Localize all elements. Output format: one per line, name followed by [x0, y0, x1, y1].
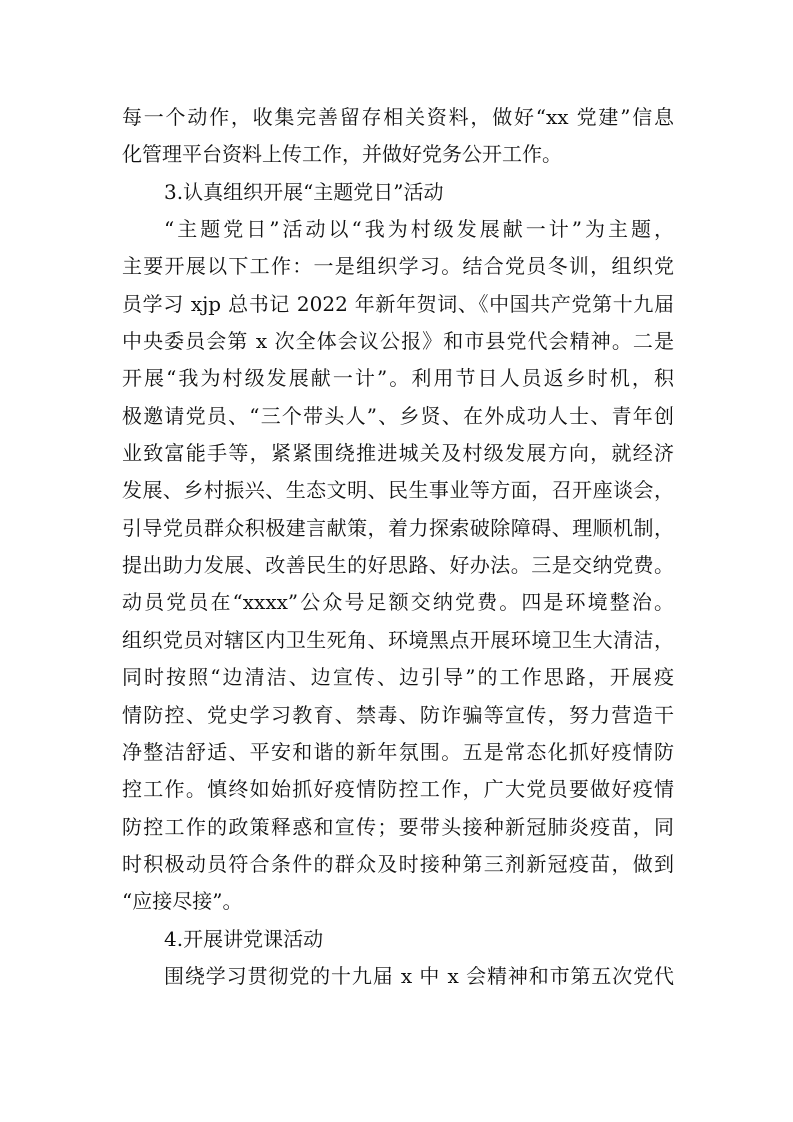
- paragraph-line: 化管理平台资料上传工作，并做好党务公开工作。: [122, 142, 562, 167]
- paragraph-line: 防控工作的政策释惑和宣传；要带头接种新冠肺炎疫苗，同: [122, 814, 674, 839]
- paragraph-line: 员学习 xjp 总书记 2022 年新年贺词、《中国共产党第十九届: [122, 291, 674, 316]
- section-heading: 3.认真组织开展“主题党日”活动: [164, 179, 444, 204]
- paragraph-line: 中央委员会第 x 次全体会议公报》和市县党代会精神。二是: [122, 329, 674, 354]
- paragraph-line: 时积极动员符合条件的群众及时接种第三剂新冠疫苗，做到: [122, 851, 674, 876]
- paragraph-line: 同时按照“边清洁、边宣传、边引导”的工作思路，开展疫: [122, 665, 674, 690]
- paragraph-line: 每一个动作，收集完善留存相关资料，做好“xx 党建”信息: [122, 105, 674, 129]
- paragraph-line: 控工作。慎终如始抓好疫情防控工作，广大党员要做好疫情: [122, 777, 674, 802]
- paragraph-line: “主题党日”活动以“我为村级发展献一计”为主题，: [164, 217, 674, 242]
- paragraph-line: 极邀请党员、“三个带头人”、乡贤、在外成功人士、青年创: [122, 403, 674, 428]
- paragraph-line: 情防控、党史学习教育、禁毒、防诈骗等宣传，努力营造干: [122, 702, 674, 727]
- paragraph-line: 组织党员对辖区内卫生死角、环境黑点开展环境卫生大清洁，: [122, 627, 674, 652]
- paragraph-line: 净整洁舒适、平安和谐的新年氛围。五是常态化抓好疫情防: [122, 739, 674, 764]
- document-page: [122, 99, 674, 995]
- paragraph-line: 主要开展以下工作：一是组织学习。结合党员冬训，组织党: [122, 254, 674, 279]
- paragraph-line: 业致富能手等，紧紧围绕推进城关及村级发展方向，就经济: [122, 441, 674, 466]
- paragraph-line: 动员党员在“xxxx”公众号足额交纳党费。四是环境整治。: [122, 590, 674, 615]
- section-heading: 4.开展讲党课活动: [164, 926, 324, 951]
- paragraph-line: 围绕学习贯彻党的十九届 x 中 x 会精神和市第五次党代: [164, 963, 674, 988]
- paragraph-line: 开展“我为村级发展献一计”。利用节日人员返乡时机，积: [122, 366, 674, 391]
- paragraph-line: 发展、乡村振兴、生态文明、民生事业等方面，召开座谈会，: [122, 478, 674, 503]
- paragraph-line: “应接尽接”。: [122, 889, 243, 914]
- paragraph-line: 提出助力发展、改善民生的好思路、好办法。三是交纳党费。: [122, 553, 674, 578]
- paragraph-line: 引导党员群众积极建言献策，着力探索破除障碍、理顺机制，: [122, 515, 674, 540]
